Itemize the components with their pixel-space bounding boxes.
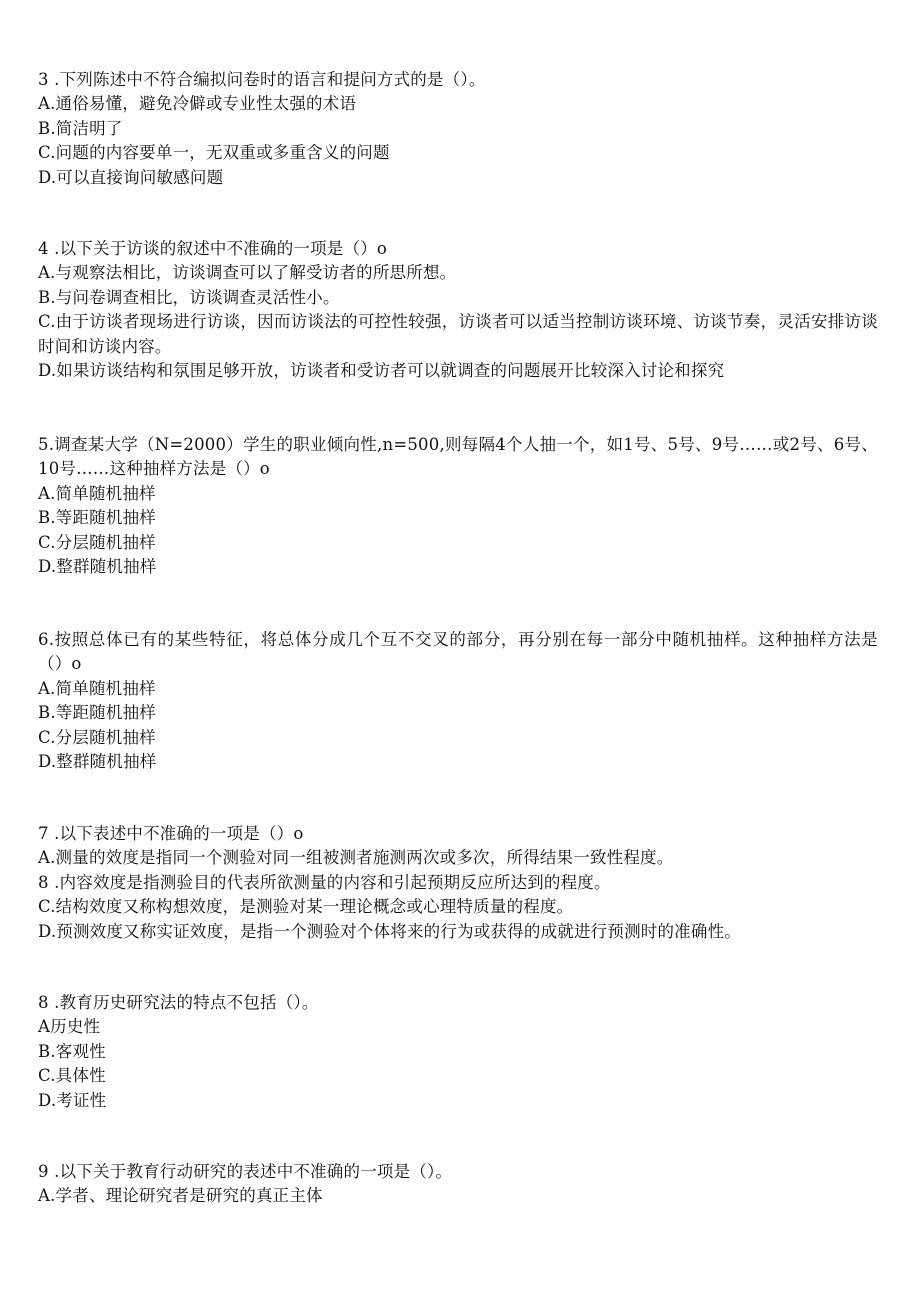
option-a: A.通俗易懂，避免冷僻或专业性太强的术语	[38, 94, 357, 114]
option-c: C.分层随机抽样	[38, 532, 156, 552]
option-c: C.具体性	[38, 1066, 106, 1086]
question-9	[38, 1160, 878, 1209]
option-c: C.由于访谈者现场进行访谈，因而访谈法的可控性较强，访谈者可以适当控制访谈环境、访谈节奏，灵活安排访谈时间和访谈内容。	[38, 312, 878, 356]
option-d: D.如果访谈结构和氛围足够开放，访谈者和受访者可以就调查的问题展开比较深入讨论和探究	[38, 361, 725, 381]
option-d: D.整群随机抽样	[38, 752, 157, 772]
option-a: A.简单随机抽样	[38, 483, 156, 503]
option-a: A.学者、理论研究者是研究的真正主体	[38, 1186, 323, 1206]
option-c: C.问题的内容要单一，无双重或多重含义的问题	[38, 143, 390, 163]
option-a: A.与观察法相比，访谈调查可以了解受访者的所思所想。	[38, 263, 457, 283]
option-a: A历史性	[38, 1017, 101, 1037]
question-stem: 6.按照总体已有的某些特征，将总体分成几个互不交叉的部分，再分别在每一部分中随机抽样。这种抽样方法是（）o	[38, 630, 878, 674]
option-b: B.等距随机抽样	[38, 703, 156, 723]
question-3	[38, 68, 878, 190]
option-d: D.预测效度又称实证效度，是指一个测验对个体将来的行为或获得的成就进行预测时的准确性。	[38, 921, 741, 941]
question-4	[38, 237, 878, 383]
question-stem: 8 .教育历史研究法的特点不包括（）。	[38, 993, 319, 1012]
option-d: D.整群随机抽样	[38, 557, 157, 577]
option-b: B.等距随机抽样	[38, 508, 156, 528]
question-5	[38, 433, 878, 579]
option-b: B.简洁明了	[38, 118, 123, 138]
option-a: A.测量的效度是指同一个测验对同一组被测者施测两次或多次，所得结果一致性程度。	[38, 848, 674, 868]
option-b: B.客观性	[38, 1041, 106, 1061]
question-stem: 5.调查某大学（N=2000）学生的职业倾向性,n=500,则每隔4个人抽一个，如1号、5号、9号……或2号、6号、10号……这种抽样方法是（）o	[38, 435, 878, 479]
option-d: D.可以直接询问敏感问题	[38, 167, 224, 187]
question-8	[38, 991, 878, 1113]
option-b: B.与问卷调查相比，访谈调查灵活性小。	[38, 287, 340, 307]
option-c: C.结构效度又称构想效度，是测验对某一理论概念或心理特质量的程度。	[38, 897, 574, 917]
option-d: D.考证性	[38, 1090, 107, 1110]
question-stem: 9 .以下关于教育行动研究的表述中不准确的一项是（）。	[38, 1162, 453, 1181]
question-7	[38, 822, 878, 944]
option-a: A.简单随机抽样	[38, 678, 156, 698]
question-stem: 4 .以下关于访谈的叙述中不准确的一项是（）o	[38, 239, 388, 258]
question-stem: 7 .以下表述中不准确的一项是（）o	[38, 824, 304, 843]
question-6	[38, 628, 878, 774]
option-b: 8 .内容效度是指测验目的代表所欲测量的内容和引起预期反应所达到的程度。	[38, 872, 611, 892]
option-c: C.分层随机抽样	[38, 727, 156, 747]
question-stem: 3 .下列陈述中不符合编拟问卷时的语言和提问方式的是（）。	[38, 70, 486, 89]
